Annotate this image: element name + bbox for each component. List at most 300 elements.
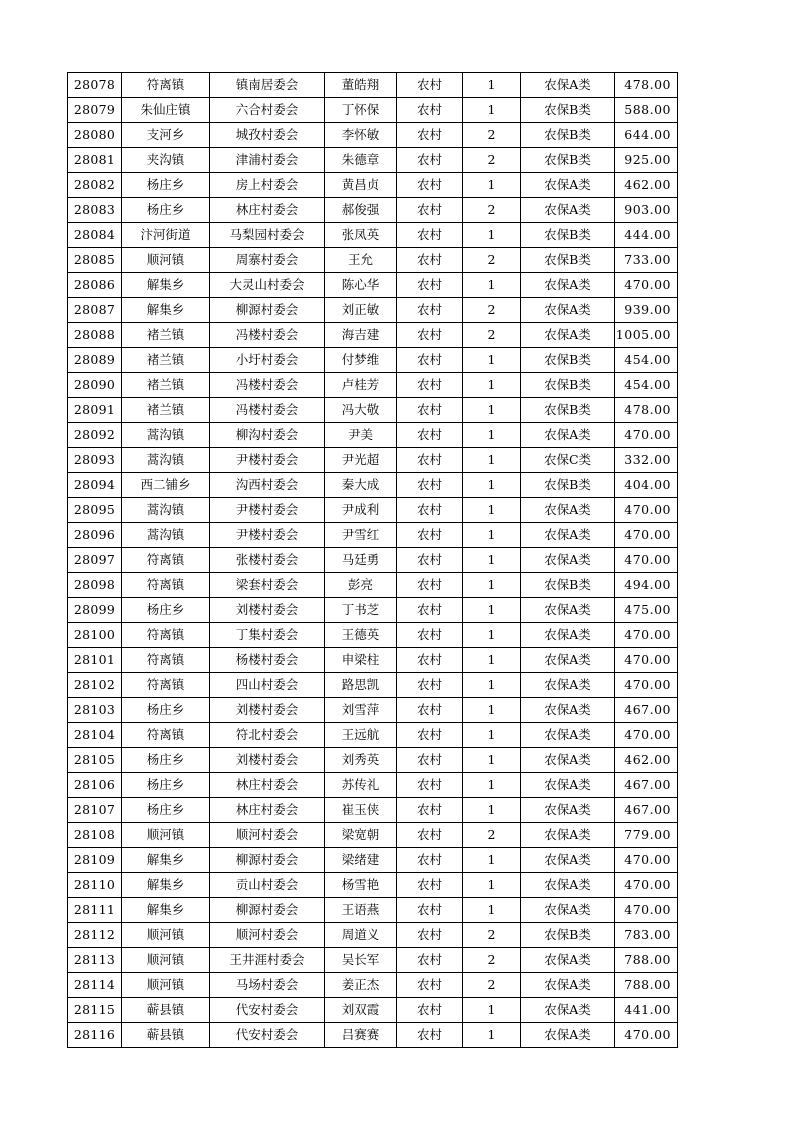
table-row: [68, 448, 678, 473]
village-committee-cell: 杨楼村委会: [210, 648, 325, 673]
household-count-cell: 1: [463, 773, 521, 798]
village-committee-cell: 王井涯村委会: [210, 948, 325, 973]
village-committee-cell: 林庄村委会: [210, 773, 325, 798]
household-count-cell: 2: [463, 323, 521, 348]
amount-cell: 644.00: [615, 123, 678, 148]
table-row: [68, 973, 678, 998]
amount-cell: 332.00: [615, 448, 678, 473]
insurance-category-cell: 农保A类: [521, 598, 615, 623]
area-type-cell: 农村: [397, 848, 463, 873]
amount-cell: 733.00: [615, 248, 678, 273]
table-row: [68, 148, 678, 173]
township-cell: 符离镇: [122, 673, 210, 698]
person-name-cell: 海吉建: [325, 323, 397, 348]
area-type-cell: 农村: [397, 473, 463, 498]
household-count-cell: 1: [463, 98, 521, 123]
record-id-cell: 28107: [68, 798, 122, 823]
insurance-category-cell: 农保A类: [521, 523, 615, 548]
person-name-cell: 崔玉侠: [325, 798, 397, 823]
record-id-cell: 28101: [68, 648, 122, 673]
area-type-cell: 农村: [397, 623, 463, 648]
table-row: [68, 623, 678, 648]
area-type-cell: 农村: [397, 548, 463, 573]
township-cell: 蕲县镇: [122, 1023, 210, 1048]
village-committee-cell: 尹楼村委会: [210, 523, 325, 548]
person-name-cell: 梁绪建: [325, 848, 397, 873]
record-id-cell: 28093: [68, 448, 122, 473]
household-count-cell: 1: [463, 498, 521, 523]
area-type-cell: 农村: [397, 898, 463, 923]
township-cell: 杨庄乡: [122, 198, 210, 223]
record-id-cell: 28105: [68, 748, 122, 773]
record-id-cell: 28081: [68, 148, 122, 173]
table-row: [68, 198, 678, 223]
record-id-cell: 28099: [68, 598, 122, 623]
area-type-cell: 农村: [397, 73, 463, 98]
amount-cell: 478.00: [615, 398, 678, 423]
household-count-cell: 2: [463, 298, 521, 323]
insurance-category-cell: 农保B类: [521, 923, 615, 948]
amount-cell: 788.00: [615, 948, 678, 973]
township-cell: 褚兰镇: [122, 398, 210, 423]
area-type-cell: 农村: [397, 373, 463, 398]
township-cell: 解集乡: [122, 873, 210, 898]
table-row: [68, 248, 678, 273]
record-id-cell: 28082: [68, 173, 122, 198]
household-count-cell: 2: [463, 823, 521, 848]
table-row: [68, 423, 678, 448]
township-cell: 杨庄乡: [122, 748, 210, 773]
township-cell: 褚兰镇: [122, 323, 210, 348]
township-cell: 蒿沟镇: [122, 423, 210, 448]
insurance-category-cell: 农保A类: [521, 848, 615, 873]
insurance-category-cell: 农保A类: [521, 423, 615, 448]
insurance-category-cell: 农保A类: [521, 998, 615, 1023]
amount-cell: 470.00: [615, 848, 678, 873]
village-committee-cell: 符北村委会: [210, 723, 325, 748]
person-name-cell: 黄昌贞: [325, 173, 397, 198]
record-id-cell: 28089: [68, 348, 122, 373]
amount-cell: 470.00: [615, 723, 678, 748]
household-count-cell: 1: [463, 398, 521, 423]
person-name-cell: 姜正杰: [325, 973, 397, 998]
township-cell: 符离镇: [122, 548, 210, 573]
person-name-cell: 郝俊强: [325, 198, 397, 223]
person-name-cell: 吴长军: [325, 948, 397, 973]
record-id-cell: 28080: [68, 123, 122, 148]
table-row: [68, 648, 678, 673]
person-name-cell: 路思凯: [325, 673, 397, 698]
village-committee-cell: 张楼村委会: [210, 548, 325, 573]
township-cell: 杨庄乡: [122, 698, 210, 723]
village-committee-cell: 柳源村委会: [210, 298, 325, 323]
record-id-cell: 28112: [68, 923, 122, 948]
household-count-cell: 1: [463, 1023, 521, 1048]
area-type-cell: 农村: [397, 223, 463, 248]
record-id-cell: 28111: [68, 898, 122, 923]
insurance-category-cell: 农保A类: [521, 273, 615, 298]
area-type-cell: 农村: [397, 723, 463, 748]
person-name-cell: 卢桂芳: [325, 373, 397, 398]
household-count-cell: 1: [463, 73, 521, 98]
insurance-category-cell: 农保B类: [521, 373, 615, 398]
person-name-cell: 尹成利: [325, 498, 397, 523]
table-row: [68, 298, 678, 323]
table-row: [68, 673, 678, 698]
household-count-cell: 1: [463, 798, 521, 823]
area-type-cell: 农村: [397, 698, 463, 723]
household-count-cell: 2: [463, 248, 521, 273]
area-type-cell: 农村: [397, 448, 463, 473]
area-type-cell: 农村: [397, 673, 463, 698]
person-name-cell: 申梁柱: [325, 648, 397, 673]
person-name-cell: 尹雪红: [325, 523, 397, 548]
record-id-cell: 28094: [68, 473, 122, 498]
township-cell: 杨庄乡: [122, 173, 210, 198]
insurance-category-cell: 农保A类: [521, 798, 615, 823]
amount-cell: 925.00: [615, 148, 678, 173]
amount-cell: 939.00: [615, 298, 678, 323]
insurance-category-cell: 农保A类: [521, 823, 615, 848]
table-row: [68, 398, 678, 423]
insurance-category-cell: 农保A类: [521, 748, 615, 773]
insurance-category-cell: 农保B类: [521, 248, 615, 273]
record-id-cell: 28110: [68, 873, 122, 898]
village-committee-cell: 津浦村委会: [210, 148, 325, 173]
village-committee-cell: 刘楼村委会: [210, 598, 325, 623]
area-type-cell: 农村: [397, 398, 463, 423]
village-committee-cell: 林庄村委会: [210, 198, 325, 223]
table-row: [68, 998, 678, 1023]
township-cell: 解集乡: [122, 273, 210, 298]
person-name-cell: 李怀敏: [325, 123, 397, 148]
amount-cell: 470.00: [615, 623, 678, 648]
amount-cell: 467.00: [615, 773, 678, 798]
area-type-cell: 农村: [397, 573, 463, 598]
table-row: [68, 823, 678, 848]
person-name-cell: 杨雪艳: [325, 873, 397, 898]
insurance-category-cell: 农保B类: [521, 123, 615, 148]
table-row: [68, 223, 678, 248]
amount-cell: 462.00: [615, 748, 678, 773]
township-cell: 顺河镇: [122, 823, 210, 848]
amount-cell: 470.00: [615, 498, 678, 523]
insurance-category-cell: 农保A类: [521, 698, 615, 723]
household-count-cell: 1: [463, 523, 521, 548]
amount-cell: 588.00: [615, 98, 678, 123]
table-row: [68, 748, 678, 773]
township-cell: 褚兰镇: [122, 373, 210, 398]
area-type-cell: 农村: [397, 273, 463, 298]
village-committee-cell: 柳沟村委会: [210, 423, 325, 448]
household-count-cell: 1: [463, 473, 521, 498]
person-name-cell: 付梦维: [325, 348, 397, 373]
area-type-cell: 农村: [397, 98, 463, 123]
person-name-cell: 吕赛赛: [325, 1023, 397, 1048]
insurance-category-cell: 农保A类: [521, 548, 615, 573]
amount-cell: 903.00: [615, 198, 678, 223]
area-type-cell: 农村: [397, 423, 463, 448]
insurance-category-cell: 农保B类: [521, 573, 615, 598]
amount-cell: 470.00: [615, 423, 678, 448]
household-count-cell: 2: [463, 948, 521, 973]
person-name-cell: 秦大成: [325, 473, 397, 498]
area-type-cell: 农村: [397, 873, 463, 898]
village-committee-cell: 梁套村委会: [210, 573, 325, 598]
insurance-category-cell: 农保A类: [521, 873, 615, 898]
village-committee-cell: 四山村委会: [210, 673, 325, 698]
table-row: [68, 523, 678, 548]
amount-cell: 475.00: [615, 598, 678, 623]
record-id-cell: 28084: [68, 223, 122, 248]
amount-cell: 1005.00: [615, 323, 678, 348]
person-name-cell: 丁书芝: [325, 598, 397, 623]
table-row: [68, 323, 678, 348]
household-count-cell: 2: [463, 123, 521, 148]
amount-cell: 783.00: [615, 923, 678, 948]
amount-cell: 788.00: [615, 973, 678, 998]
area-type-cell: 农村: [397, 823, 463, 848]
area-type-cell: 农村: [397, 598, 463, 623]
person-name-cell: 王德英: [325, 623, 397, 648]
insurance-category-cell: 农保A类: [521, 898, 615, 923]
record-id-cell: 28087: [68, 298, 122, 323]
village-committee-cell: 刘楼村委会: [210, 698, 325, 723]
record-id-cell: 28102: [68, 673, 122, 698]
township-cell: 夹沟镇: [122, 148, 210, 173]
table-row: [68, 123, 678, 148]
village-committee-cell: 柳源村委会: [210, 848, 325, 873]
area-type-cell: 农村: [397, 973, 463, 998]
household-roster-table: [67, 72, 678, 1048]
table-row: [68, 1023, 678, 1048]
table-row: [68, 948, 678, 973]
township-cell: 蒿沟镇: [122, 448, 210, 473]
person-name-cell: 刘正敏: [325, 298, 397, 323]
area-type-cell: 农村: [397, 498, 463, 523]
area-type-cell: 农村: [397, 1023, 463, 1048]
insurance-category-cell: 农保A类: [521, 498, 615, 523]
table-row: [68, 273, 678, 298]
table-row: [68, 723, 678, 748]
household-count-cell: 1: [463, 223, 521, 248]
township-cell: 符离镇: [122, 623, 210, 648]
table-row: [68, 73, 678, 98]
person-name-cell: 梁宽朝: [325, 823, 397, 848]
village-committee-cell: 代安村委会: [210, 998, 325, 1023]
amount-cell: 470.00: [615, 898, 678, 923]
township-cell: 顺河镇: [122, 923, 210, 948]
amount-cell: 494.00: [615, 573, 678, 598]
table-row: [68, 173, 678, 198]
record-id-cell: 28103: [68, 698, 122, 723]
person-name-cell: 刘雪萍: [325, 698, 397, 723]
record-id-cell: 28098: [68, 573, 122, 598]
township-cell: 西二铺乡: [122, 473, 210, 498]
household-count-cell: 1: [463, 548, 521, 573]
insurance-category-cell: 农保B类: [521, 148, 615, 173]
township-cell: 符离镇: [122, 648, 210, 673]
village-committee-cell: 尹楼村委会: [210, 448, 325, 473]
insurance-category-cell: 农保A类: [521, 648, 615, 673]
insurance-category-cell: 农保A类: [521, 673, 615, 698]
record-id-cell: 28086: [68, 273, 122, 298]
person-name-cell: 周道义: [325, 923, 397, 948]
household-count-cell: 2: [463, 198, 521, 223]
village-committee-cell: 冯楼村委会: [210, 323, 325, 348]
township-cell: 解集乡: [122, 298, 210, 323]
village-committee-cell: 六合村委会: [210, 98, 325, 123]
village-committee-cell: 房上村委会: [210, 173, 325, 198]
record-id-cell: 28109: [68, 848, 122, 873]
insurance-category-cell: 农保A类: [521, 723, 615, 748]
household-count-cell: 1: [463, 448, 521, 473]
area-type-cell: 农村: [397, 323, 463, 348]
household-count-cell: 1: [463, 998, 521, 1023]
insurance-category-cell: 农保B类: [521, 98, 615, 123]
township-cell: 蒿沟镇: [122, 498, 210, 523]
village-committee-cell: 贡山村委会: [210, 873, 325, 898]
village-committee-cell: 镇南居委会: [210, 73, 325, 98]
household-count-cell: 1: [463, 873, 521, 898]
insurance-category-cell: 农保A类: [521, 173, 615, 198]
record-id-cell: 28088: [68, 323, 122, 348]
record-id-cell: 28096: [68, 523, 122, 548]
township-cell: 顺河镇: [122, 948, 210, 973]
area-type-cell: 农村: [397, 648, 463, 673]
record-id-cell: 28090: [68, 373, 122, 398]
amount-cell: 470.00: [615, 648, 678, 673]
village-committee-cell: 丁集村委会: [210, 623, 325, 648]
household-count-cell: 1: [463, 648, 521, 673]
village-committee-cell: 顺河村委会: [210, 923, 325, 948]
area-type-cell: 农村: [397, 173, 463, 198]
record-id-cell: 28083: [68, 198, 122, 223]
village-committee-cell: 刘楼村委会: [210, 748, 325, 773]
insurance-category-cell: 农保A类: [521, 73, 615, 98]
household-count-cell: 1: [463, 573, 521, 598]
record-id-cell: 28104: [68, 723, 122, 748]
area-type-cell: 农村: [397, 798, 463, 823]
village-committee-cell: 冯楼村委会: [210, 398, 325, 423]
household-count-cell: 2: [463, 973, 521, 998]
village-committee-cell: 冯楼村委会: [210, 373, 325, 398]
township-cell: 杨庄乡: [122, 798, 210, 823]
household-count-cell: 2: [463, 923, 521, 948]
record-id-cell: 28116: [68, 1023, 122, 1048]
village-committee-cell: 顺河村委会: [210, 823, 325, 848]
record-id-cell: 28085: [68, 248, 122, 273]
household-count-cell: 1: [463, 698, 521, 723]
village-committee-cell: 马梨园村委会: [210, 223, 325, 248]
village-committee-cell: 马场村委会: [210, 973, 325, 998]
record-id-cell: 28079: [68, 98, 122, 123]
record-id-cell: 28100: [68, 623, 122, 648]
table-row: [68, 698, 678, 723]
record-id-cell: 28092: [68, 423, 122, 448]
township-cell: 褚兰镇: [122, 348, 210, 373]
household-count-cell: 1: [463, 348, 521, 373]
household-count-cell: 1: [463, 173, 521, 198]
village-committee-cell: 柳源村委会: [210, 898, 325, 923]
amount-cell: 478.00: [615, 73, 678, 98]
township-cell: 符离镇: [122, 723, 210, 748]
table-row: [68, 773, 678, 798]
insurance-category-cell: 农保C类: [521, 448, 615, 473]
area-type-cell: 农村: [397, 923, 463, 948]
amount-cell: 470.00: [615, 1023, 678, 1048]
household-count-cell: 1: [463, 748, 521, 773]
record-id-cell: 28095: [68, 498, 122, 523]
person-name-cell: 刘双霞: [325, 998, 397, 1023]
table-row: [68, 473, 678, 498]
insurance-category-cell: 农保A类: [521, 973, 615, 998]
record-id-cell: 28108: [68, 823, 122, 848]
insurance-category-cell: 农保B类: [521, 473, 615, 498]
amount-cell: 779.00: [615, 823, 678, 848]
person-name-cell: 朱德章: [325, 148, 397, 173]
area-type-cell: 农村: [397, 523, 463, 548]
township-cell: 解集乡: [122, 848, 210, 873]
township-cell: 符离镇: [122, 573, 210, 598]
village-committee-cell: 代安村委会: [210, 1023, 325, 1048]
record-id-cell: 28114: [68, 973, 122, 998]
person-name-cell: 冯大敬: [325, 398, 397, 423]
household-count-cell: 1: [463, 898, 521, 923]
area-type-cell: 农村: [397, 148, 463, 173]
table-row: [68, 873, 678, 898]
insurance-category-cell: 农保A类: [521, 198, 615, 223]
table-row: [68, 923, 678, 948]
person-name-cell: 陈心华: [325, 273, 397, 298]
village-committee-cell: 城孜村委会: [210, 123, 325, 148]
amount-cell: 470.00: [615, 273, 678, 298]
record-id-cell: 28115: [68, 998, 122, 1023]
area-type-cell: 农村: [397, 198, 463, 223]
table-row: [68, 348, 678, 373]
insurance-category-cell: 农保B类: [521, 348, 615, 373]
village-committee-cell: 小圩村委会: [210, 348, 325, 373]
record-id-cell: 28113: [68, 948, 122, 973]
area-type-cell: 农村: [397, 948, 463, 973]
amount-cell: 404.00: [615, 473, 678, 498]
person-name-cell: 王远航: [325, 723, 397, 748]
amount-cell: 462.00: [615, 173, 678, 198]
table-row: [68, 598, 678, 623]
record-id-cell: 28078: [68, 73, 122, 98]
amount-cell: 444.00: [615, 223, 678, 248]
household-count-cell: 1: [463, 723, 521, 748]
table-row: [68, 373, 678, 398]
household-count-cell: 1: [463, 273, 521, 298]
table-row: [68, 498, 678, 523]
township-cell: 蒿沟镇: [122, 523, 210, 548]
person-name-cell: 王允: [325, 248, 397, 273]
village-committee-cell: 尹楼村委会: [210, 498, 325, 523]
record-id-cell: 28091: [68, 398, 122, 423]
record-id-cell: 28097: [68, 548, 122, 573]
person-name-cell: 刘秀英: [325, 748, 397, 773]
person-name-cell: 马廷勇: [325, 548, 397, 573]
amount-cell: 454.00: [615, 373, 678, 398]
household-count-cell: 1: [463, 373, 521, 398]
township-cell: 符离镇: [122, 73, 210, 98]
area-type-cell: 农村: [397, 123, 463, 148]
area-type-cell: 农村: [397, 748, 463, 773]
household-count-cell: 1: [463, 423, 521, 448]
insurance-category-cell: 农保A类: [521, 1023, 615, 1048]
person-name-cell: 尹光超: [325, 448, 397, 473]
